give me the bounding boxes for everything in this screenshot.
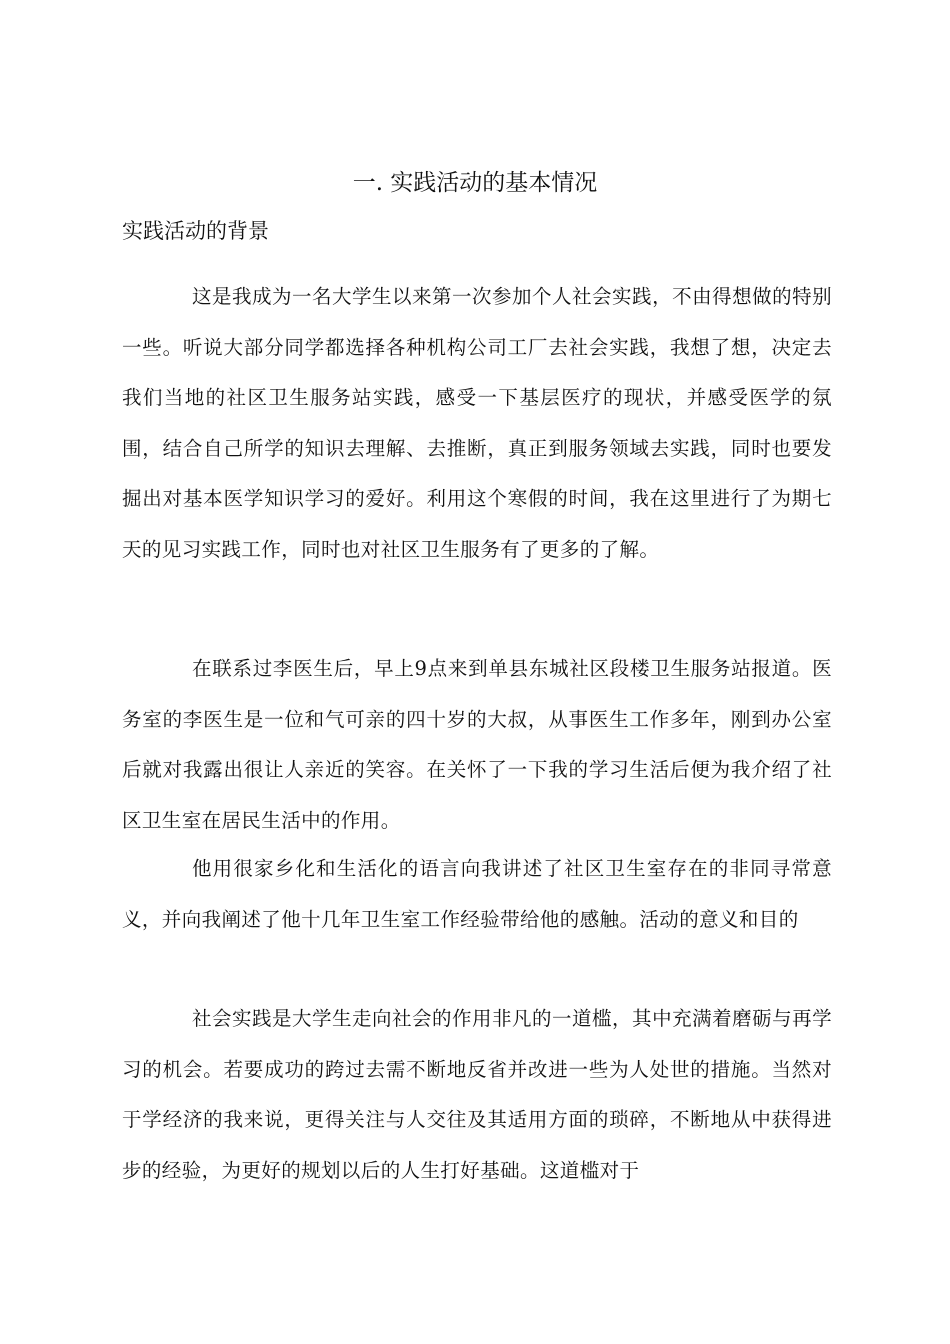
paragraph-explanation: 他用很家乡化和生活化的语言向我讲述了社区卫生室存在的非同寻常意义，并向我阐述了他十几年卫生室工作经验带给他的感触。活动的意义和目的 xyxy=(122,857,832,931)
section-heading: 实践活动的背景 xyxy=(122,219,269,243)
paragraph-visit: 在联系过李医生后，早上9点来到单县东城社区段楼卫生服务站报道。医务室的李医生是一位和气可亲的四十岁的大叔，从事医生工作多年，刚到办公室后就对我露出很让人亲近的笑容。在关怀了一下我的学习生活后便为我介绍了社区卫生室在居民生活中的作用。 xyxy=(122,657,832,832)
paragraph-significance: 社会实践是大学生走向社会的作用非凡的一道槛，其中充满着磨砺与再学习的机会。若要成功的跨过去需不断地反省并改进一些为人处世的措施。当然对于学经济的我来说，更得关注与人交往及其适用方面的琐碎，不断地从中获得进步的经验，为更好的规划以后的人生打好基础。这道槛对于 xyxy=(122,1007,832,1182)
document-title: 一. 实践活动的基本情况 xyxy=(352,170,598,196)
paragraph-background: 这是我成为一名大学生以来第一次参加个人社会实践，不由得想做的特别一些。听说大部分同学都选择各种机构公司工厂去社会实践，我想了想，决定去我们当地的社区卫生服务站实践，感受一下基层医疗的现状，并感受医学的氛围，结合自己所学的知识去理解、去推断，真正到服务领域去实践，同时也要发掘出对基本医学知识学习的爱好。利用这个寒假的时间，我在这里进行了为期七天的见习实践工作，同时也对社区卫生服务有了更多的了解。 xyxy=(122,285,832,561)
